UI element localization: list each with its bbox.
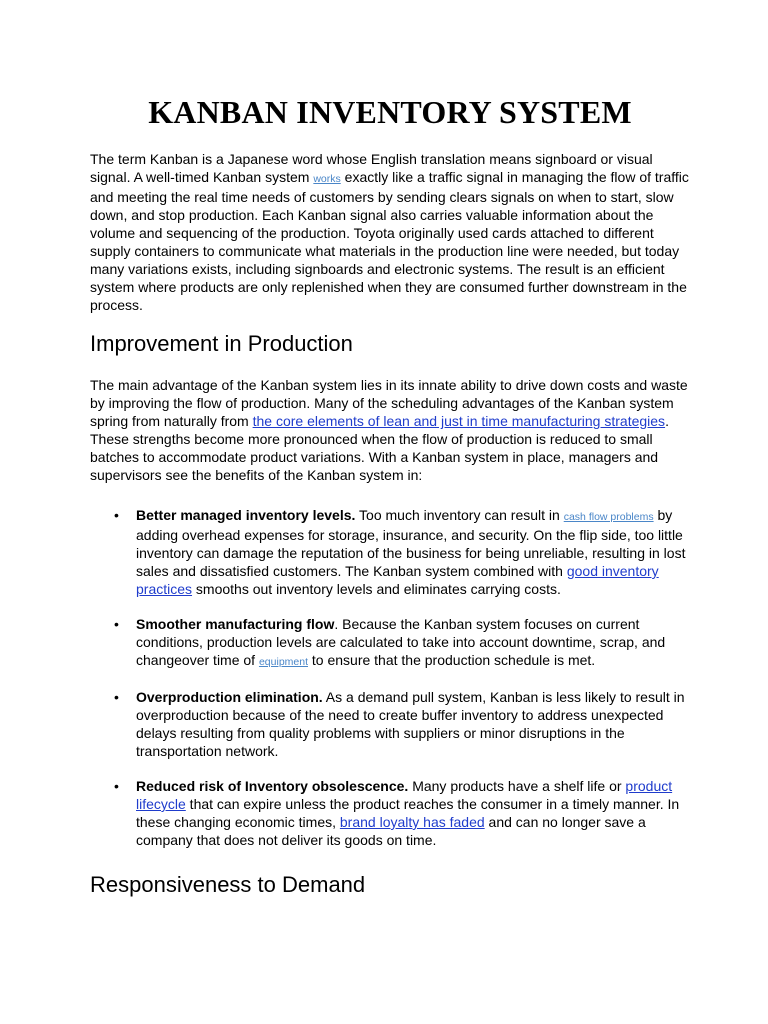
- product-lifecycle-link[interactable]: product lifecycle: [136, 778, 673, 812]
- works-link[interactable]: works: [313, 173, 341, 185]
- section-heading-improvement: Improvement in Production: [90, 331, 353, 356]
- cash-flow-link[interactable]: cash flow problems: [563, 511, 654, 523]
- item-title: Reduced risk of Inventory obsolescence.: [136, 778, 409, 794]
- improvement-paragraph: [90, 376, 690, 484]
- bullet-icon: •: [114, 778, 119, 794]
- item-text: that can expire unless the product reaches the consumer in a timely manner. In these changing economic times,: [136, 796, 680, 830]
- item-text: by adding overhead expenses for storage, insurance, and security. On the flip side, too little inventory can damage the reputation of the business for being unreliable, resulting in lost sales and dissatisfied customers. The Kanban system combined with: [136, 507, 686, 579]
- bullet-icon: •: [114, 689, 119, 705]
- document-page: [90, 92, 690, 917]
- lean-strategies-link[interactable]: the core elements of lean and just in time manufacturing strategies: [252, 413, 666, 429]
- item-text: Many products have a shelf life or: [408, 778, 626, 794]
- item-text: to ensure that the production schedule is met.: [308, 652, 596, 668]
- page-title: KANBAN INVENTORY SYSTEM: [148, 94, 632, 130]
- improvement-text: The main advantage of the Kanban system lies in its innate ability to drive down costs and waste by improving the flow of production. Many of the scheduling advantages of the Kanban system spring from naturally from: [90, 377, 688, 429]
- bullet-icon: •: [114, 616, 119, 632]
- intro-paragraph: [90, 150, 690, 314]
- item-title: Overproduction elimination.: [136, 689, 323, 705]
- item-title: Better managed inventory levels.: [136, 507, 356, 523]
- equipment-link[interactable]: equipment: [258, 656, 309, 668]
- item-text: smooths out inventory levels and eliminates carrying costs.: [192, 581, 561, 597]
- list-item: [90, 688, 690, 760]
- item-text: Too much inventory can result in: [355, 507, 564, 523]
- bullet-icon: •: [114, 507, 119, 523]
- item-text: and can no longer save a company that does not deliver its goods on time.: [136, 814, 646, 848]
- item-title: Smoother manufacturing flow: [136, 616, 335, 632]
- brand-loyalty-link[interactable]: brand loyalty has faded: [339, 814, 485, 830]
- list-item: [90, 777, 690, 849]
- intro-text: The term Kanban is a Japanese word whose English translation means signboard or visual signal. A well-timed Kanban system: [90, 151, 653, 185]
- improvement-text-cont: . These strengths become more pronounced when the flow of production is reduced to small batches to accommodate product variations. With a Kanban system in place, managers and supervisors see the benefits of the Kanban system in:: [90, 413, 669, 483]
- list-item: [90, 615, 690, 671]
- benefits-list: [90, 506, 690, 849]
- item-text: . Because the Kanban system focuses on current conditions, production levels are calculated to take into account downtime, scrap, and changeover time of: [136, 616, 666, 668]
- inventory-practices-link[interactable]: good inventory practices: [136, 563, 659, 597]
- list-item: [90, 506, 690, 598]
- item-text: As a demand pull system, Kanban is less likely to result in overproduction because of the need to create buffer inventory to address unexpected delays resulting from quality problems with suppliers or minor disruptions in the transportation network.: [136, 689, 685, 759]
- section-heading-responsiveness: Responsiveness to Demand: [90, 872, 366, 897]
- intro-text-cont: exactly like a traffic signal in managing the flow of traffic and meeting the real time needs of customers by sending clears signals on when to start, slow down, and stop production. Each Kanban signal also carries valuable information about the volume and sequencing of the production. Toyota originally used cards attached to different supply containers to communicate what materials in the production line were needed, but today many variations exists, including signboards and electronic systems. The result is an efficient system where products are only replenished when they are consumed further downstream in the process.: [90, 169, 689, 313]
